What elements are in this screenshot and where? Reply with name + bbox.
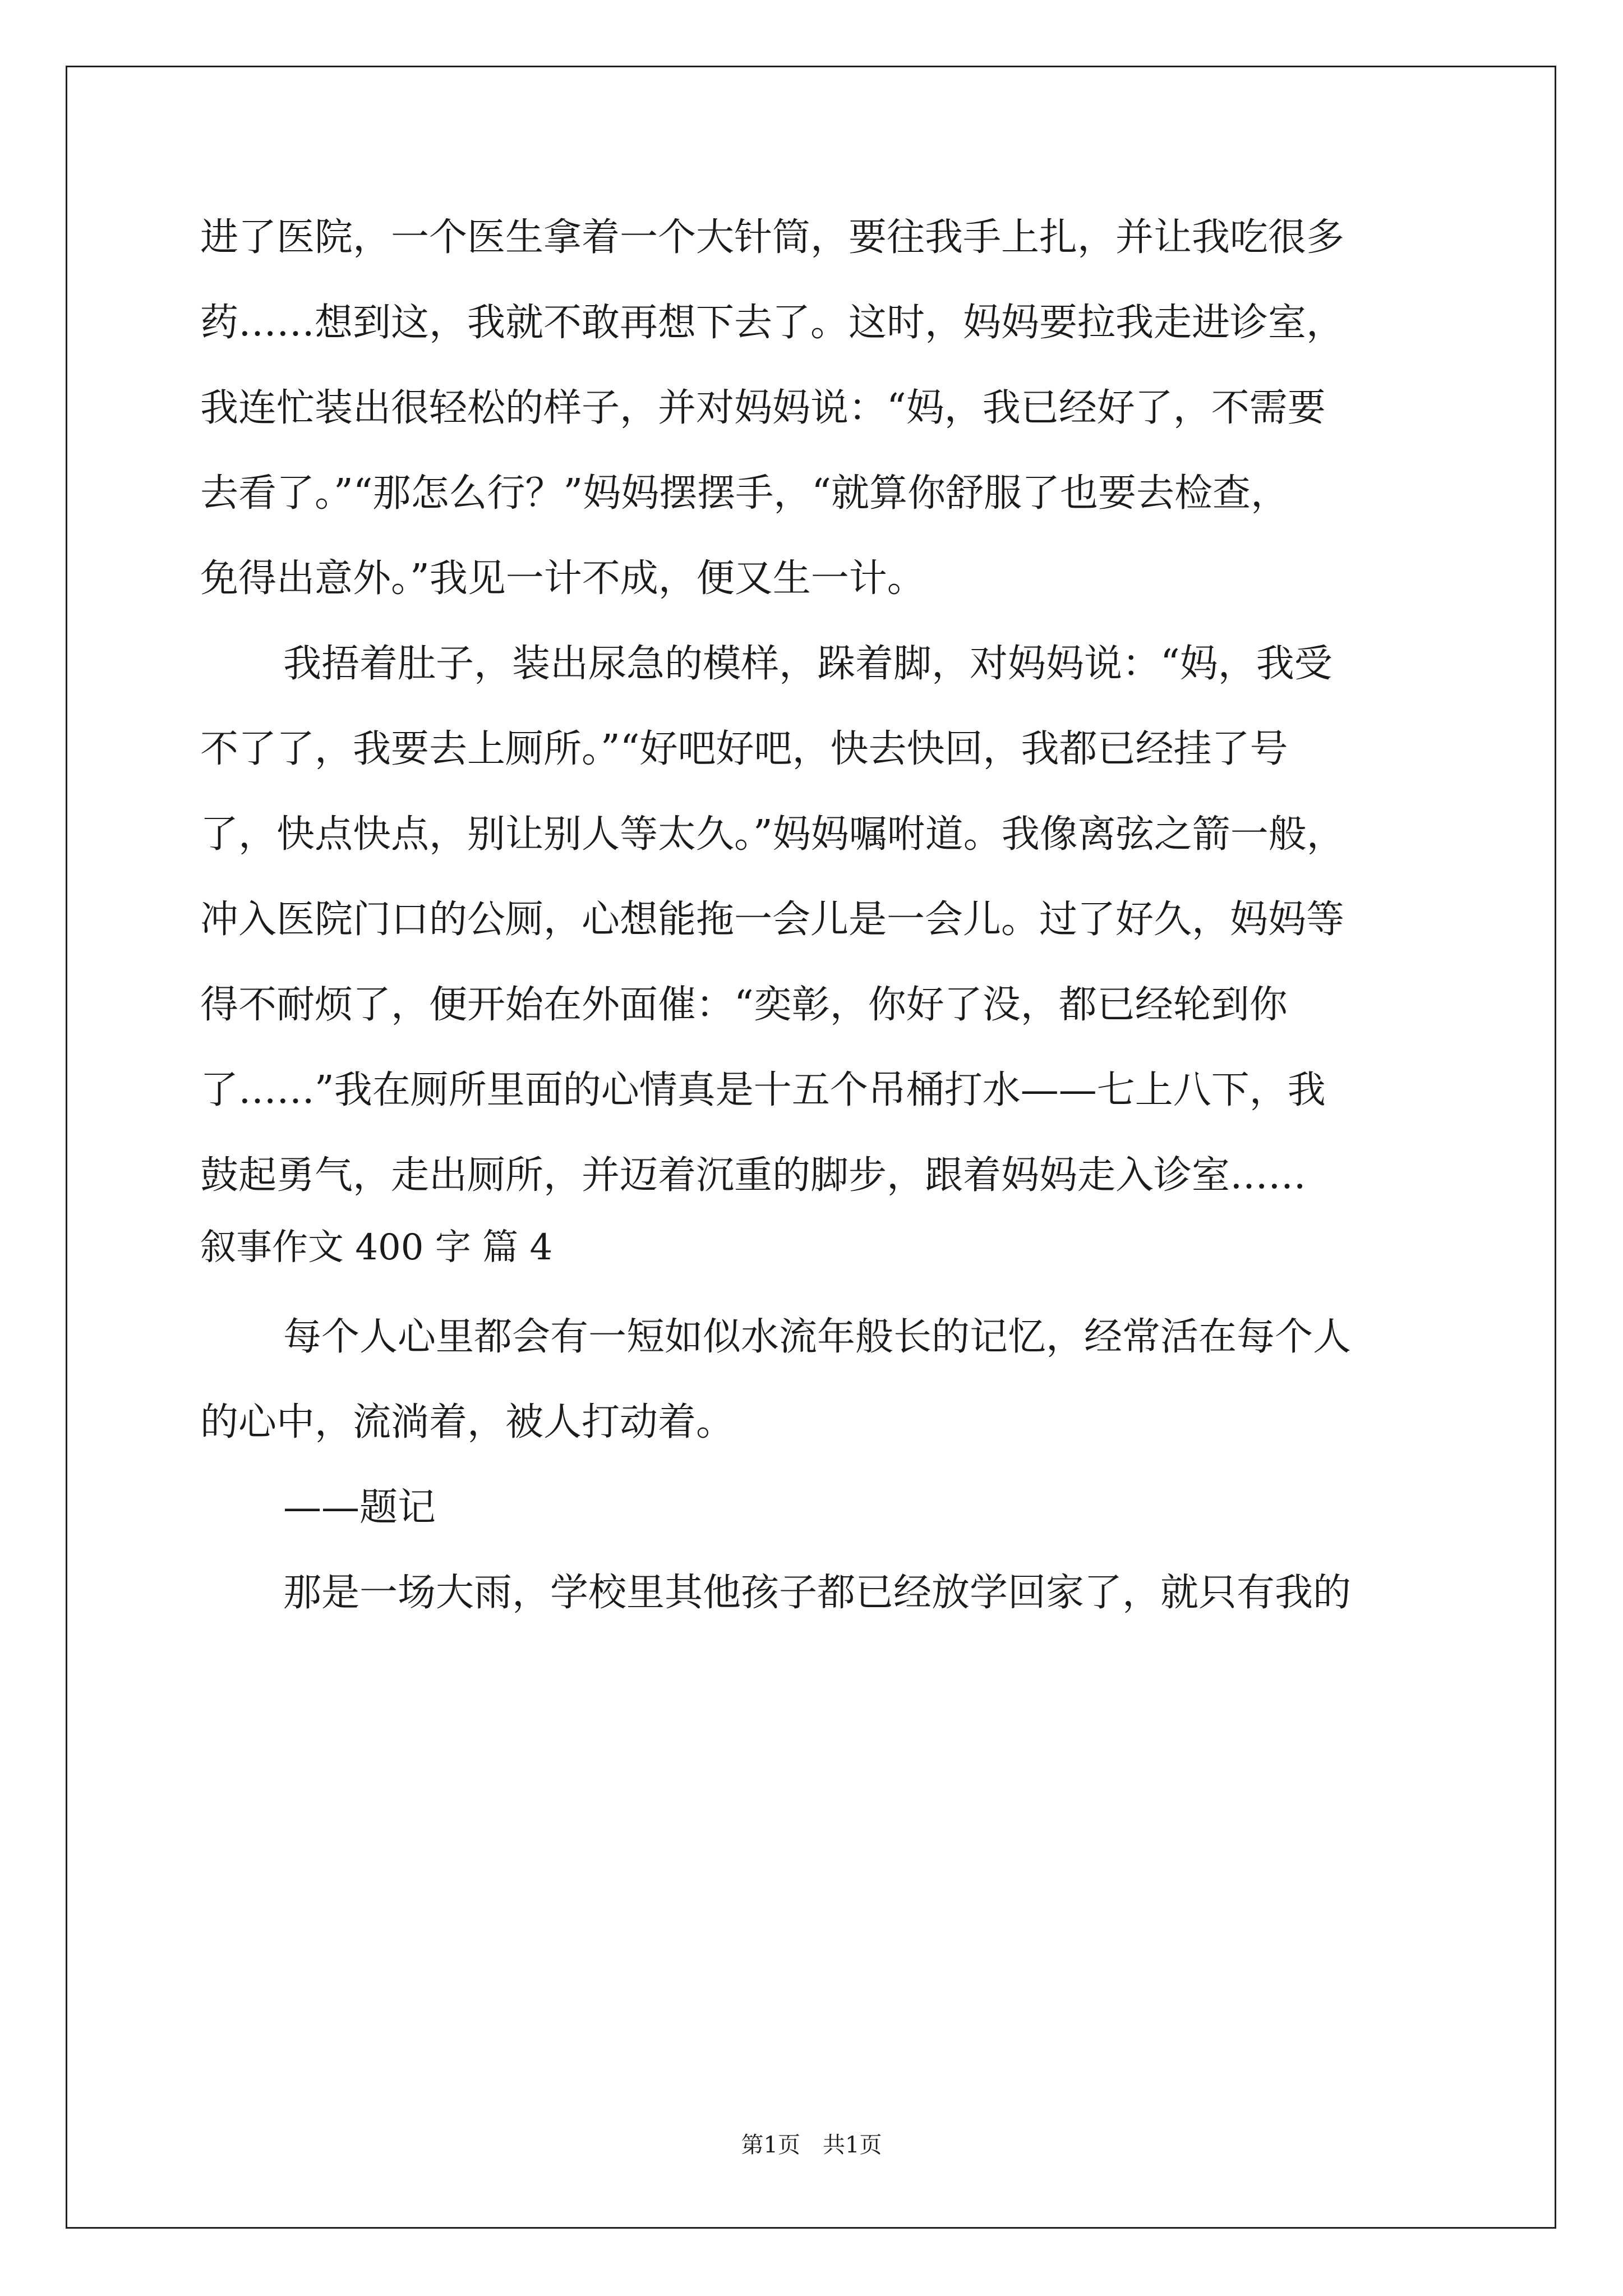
paragraph-line: 每个人心里都会有一短如似水流年般长的记忆，经常活在每个人 — [283, 1315, 1352, 1359]
epigraph-note: ——题记 — [283, 1485, 436, 1530]
paragraph-line: 我捂着肚子，装出尿急的模样，跺着脚，对妈妈说：“妈，我受 — [283, 642, 1332, 686]
paragraph-line: 得不耐烦了，便开始在外面催：“奕彰，你好了没，都已经轮到你 — [200, 983, 1288, 1027]
paragraph-line: 了，快点快点，别让别人等太久。”妈妈嘱咐道。我像离弦之箭一般， — [200, 812, 1345, 857]
paragraph-line: 鼓起勇气，走出厕所，并迈着沉重的脚步，跟着妈妈走入诊室…… — [200, 1153, 1307, 1198]
paragraph-line: 不了了，我要去上厕所。”“好吧好吧，快去快回，我都已经挂了号 — [200, 727, 1288, 771]
paragraph-line: 进了医院，一个医生拿着一个大针筒，要往我手上扎，并让我吃很多 — [200, 215, 1345, 260]
page-total: 共1页 — [823, 2132, 882, 2158]
paragraph-line: 的心中，流淌着，被人打动着。 — [200, 1400, 735, 1444]
paragraph-line: 那是一场大雨，学校里其他孩子都已经放学回家了，就只有我的 — [283, 1571, 1352, 1615]
paragraph-line: 免得出意外。”我见一计不成，便又生一计。 — [200, 556, 925, 601]
paragraph-line: 冲入医院门口的公厕，心想能拖一会儿是一会儿。过了好久，妈妈等 — [200, 898, 1345, 942]
page-number: 第1页 — [741, 2132, 800, 2158]
paragraph-line: 去看了。”“那怎么行？”妈妈摆摆手，“就算你舒服了也要去检查， — [200, 471, 1289, 516]
page-footer — [0, 2132, 1623, 2159]
paragraph-line: 药……想到这，我就不敢再想下去了。这时，妈妈要拉我走进诊室， — [200, 301, 1345, 345]
paragraph-line: 我连忙装出很轻松的样子，并对妈妈说：“妈，我已经好了，不需要 — [200, 386, 1326, 430]
section-heading: 叙事作文 400 字 篇 4 — [200, 1227, 553, 1268]
paragraph-line: 了……”我在厕所里面的心情真是十五个吊桶打水——七上八下，我 — [200, 1068, 1326, 1112]
